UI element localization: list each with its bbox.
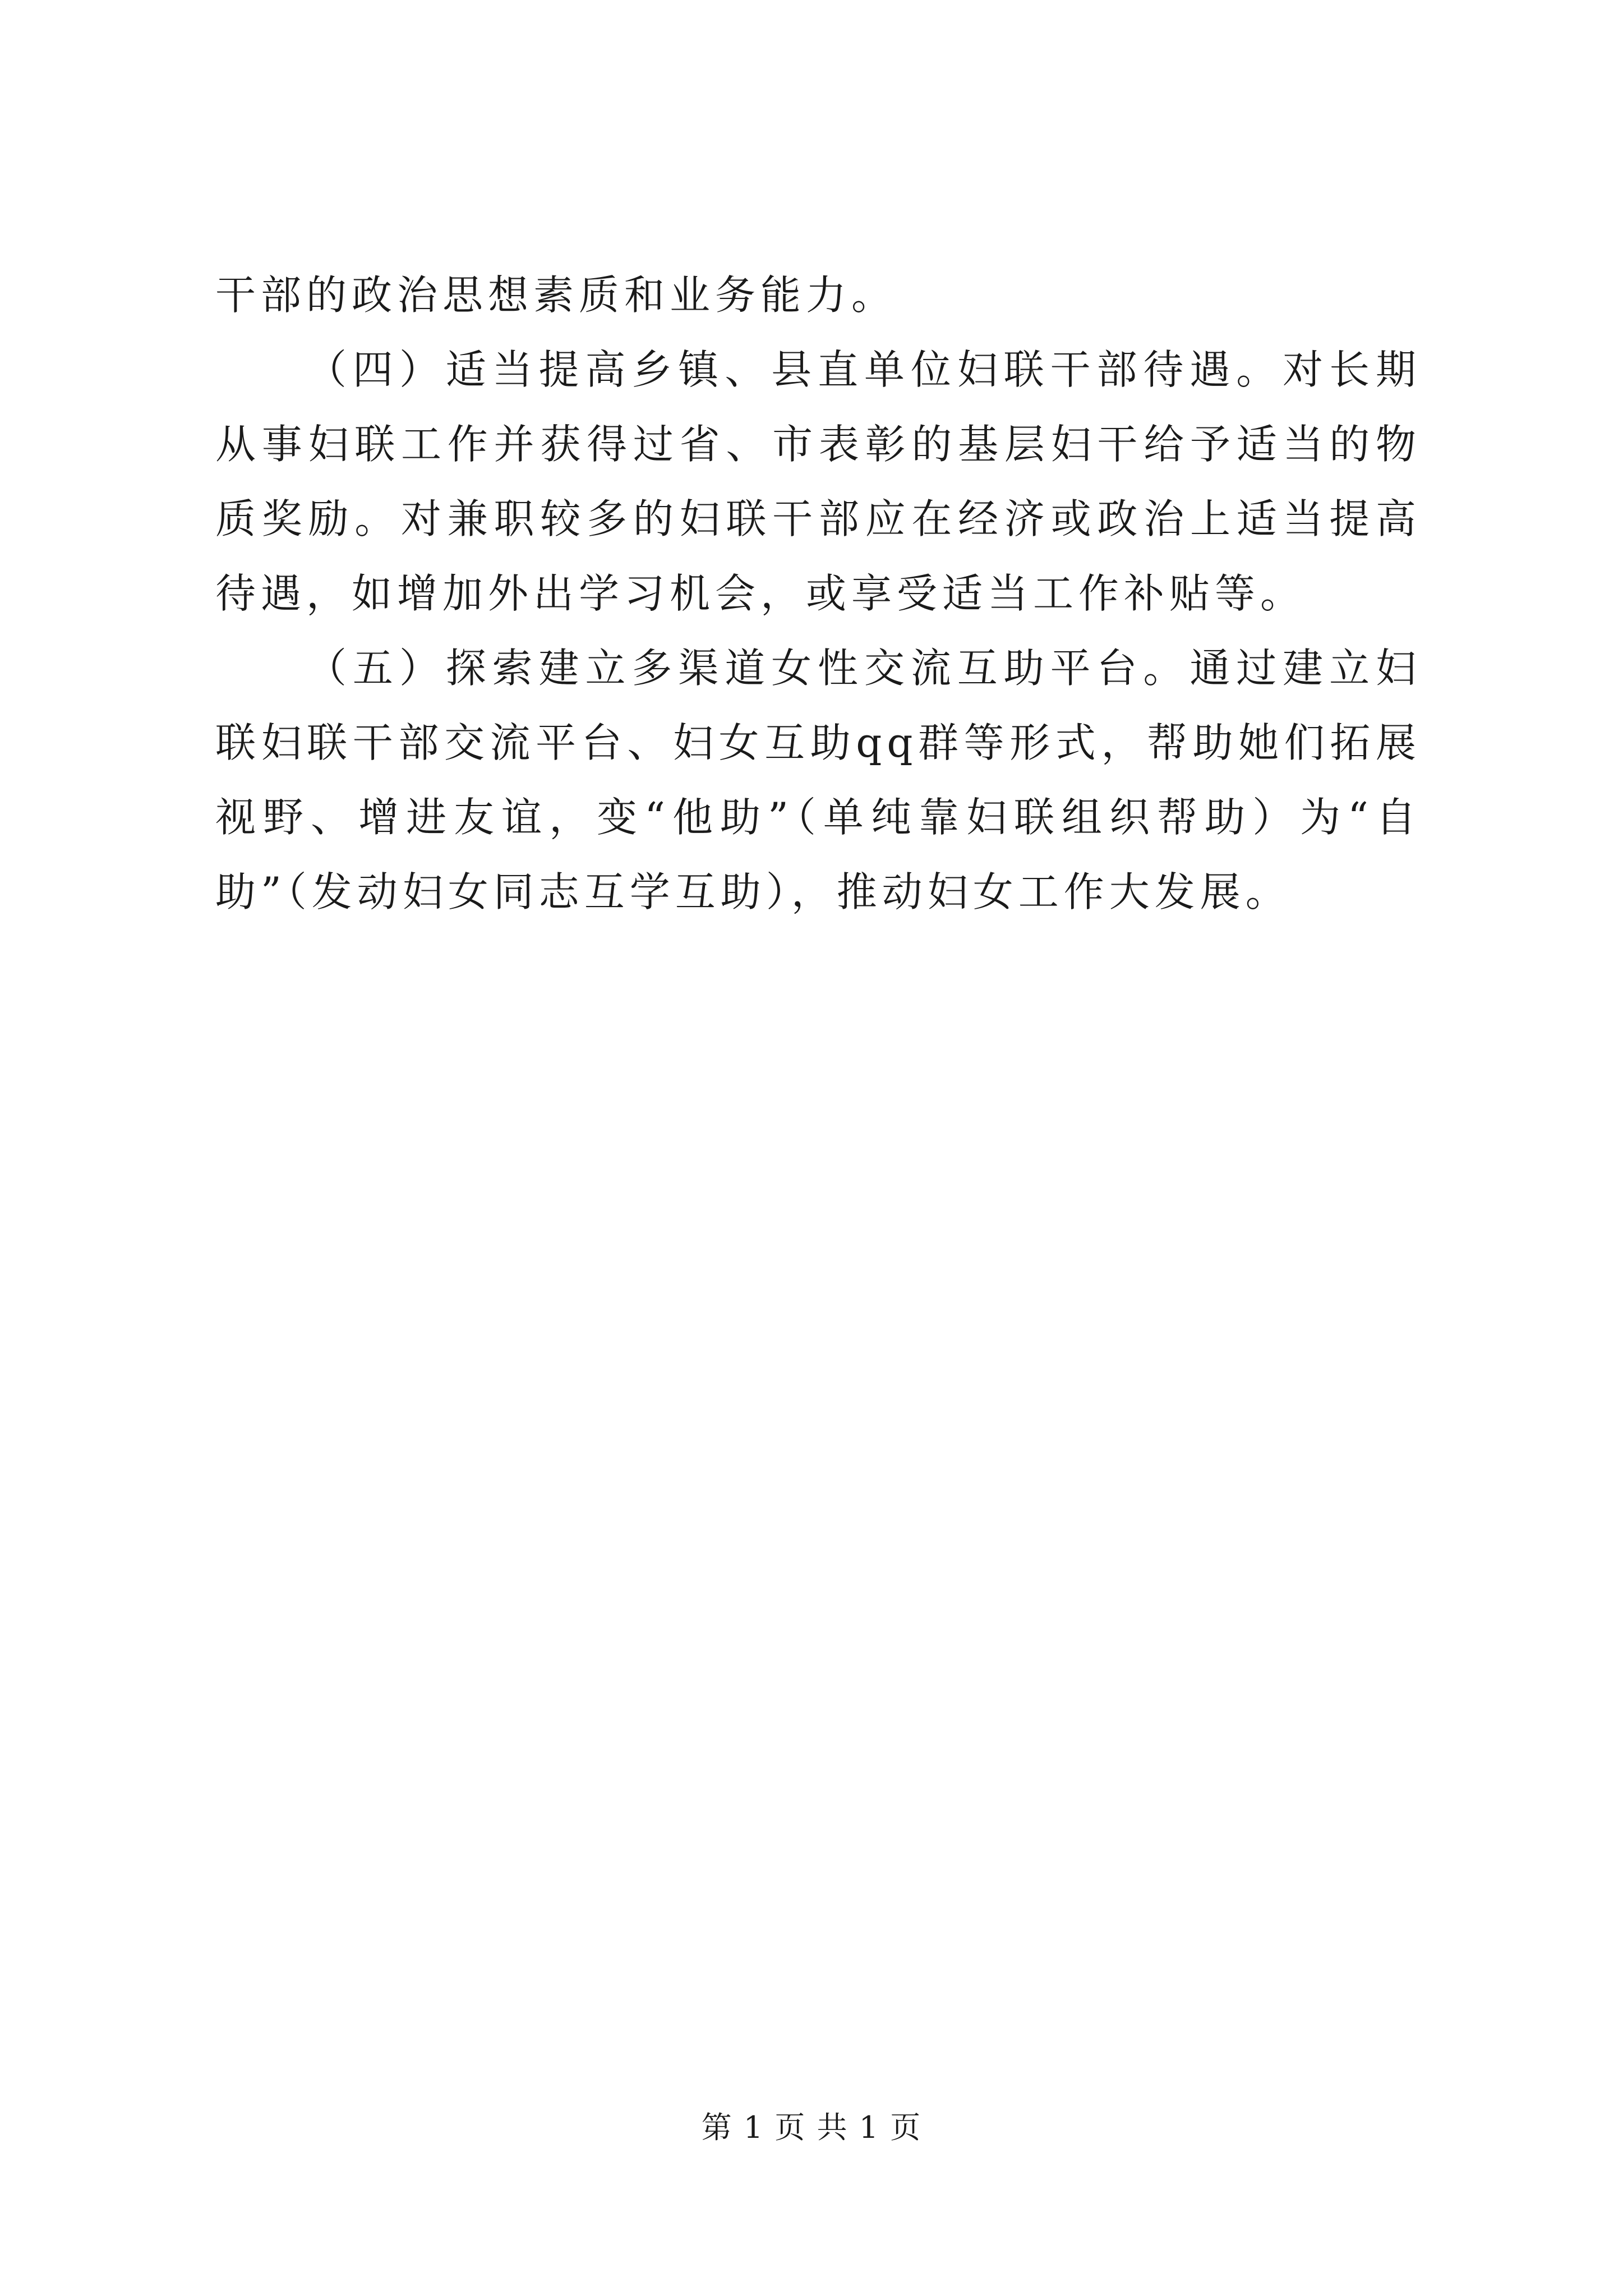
page-number-label: 第 1 页 共 1 页 — [701, 2110, 922, 2145]
page-footer — [0, 2108, 1623, 2147]
document-body — [215, 258, 1421, 930]
paragraph-item-four: （四）适当提高乡镇、县直单位妇联干部待遇。对长期从事妇联工作并获得过省、市表彰的基层妇干给予适当的物质奖励。对兼职较多的妇联干部应在经济或政治上适当提高待遇，如增加外出学习机会，或享受适当工作补贴等。 — [215, 346, 1421, 617]
paragraph-item-five: （五）探索建立多渠道女性交流互助平台。通过建立妇联妇联干部交流平台、妇女互助qq群等形式，帮助她们拓展视野、增进友谊，变“他助”（单纯靠妇联组织帮助）为“自助”（发动妇女同志互学互助），推动妇女工作大发展。 — [215, 645, 1421, 915]
paragraph-continuation: 干部的政治思想素质和业务能力。 — [215, 272, 897, 319]
